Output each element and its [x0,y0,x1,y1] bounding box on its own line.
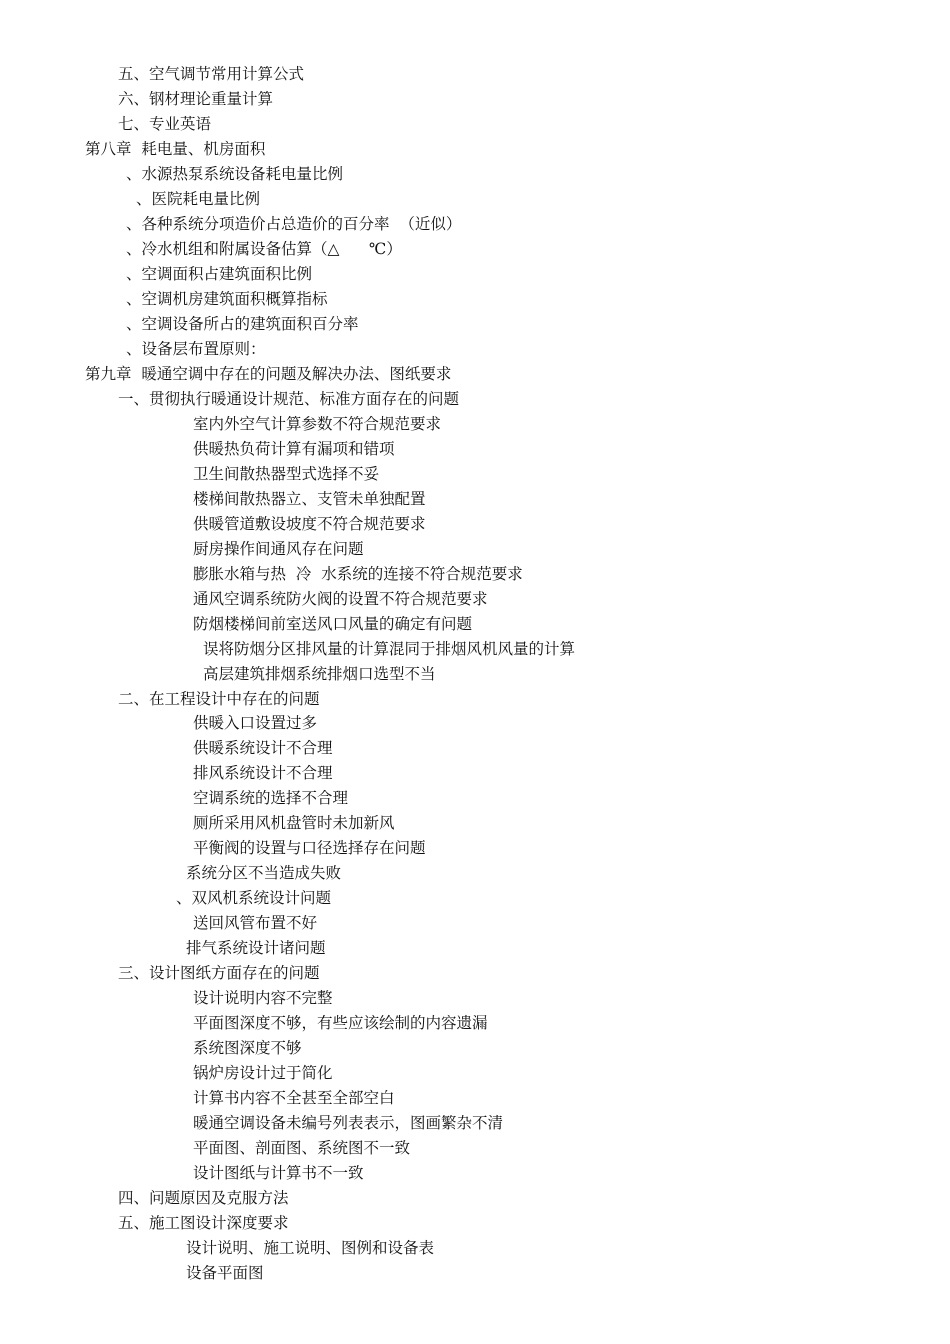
toc-item: 系统图深度不够 [193,1039,302,1057]
section-heading: 四、问题原因及克服方法 [118,1189,289,1207]
toc-item: 设计说明、施工说明、图例和设备表 [186,1239,435,1257]
toc-item: 设计说明内容不完整 [193,989,333,1007]
toc-item: 平面图、剖面图、系统图不一致 [193,1139,411,1157]
section-heading: 五、空气调节常用计算公式 [118,65,305,83]
toc-item: 、空调机房建筑面积概算指标 [126,290,328,308]
toc-item: 卫生间散热器型式选择不妥 [193,465,380,483]
toc-item: 高层建筑排烟系统排烟口选型不当 [203,665,436,683]
toc-item: 系统分区不当造成失败 [186,864,342,882]
toc-item: 、医院耗电量比例 [136,190,261,208]
toc-item: 、空调设备所占的建筑面积百分率 [126,315,359,333]
section-heading: 五、施工图设计深度要求 [118,1214,289,1232]
toc-item: 供暖热负荷计算有漏项和错项 [193,440,395,458]
toc-item: 膨胀水箱与热 冷 水系统的连接不符合规范要求 [193,565,523,583]
toc-item: 计算书内容不全甚至全部空白 [193,1089,395,1107]
section-heading: 七、专业英语 [118,115,212,133]
toc-item: 排风系统设计不合理 [193,764,333,782]
chapter-heading: 第九章 暖通空调中存在的问题及解决办法、图纸要求 [85,365,452,383]
toc-item: 供暖入口设置过多 [193,714,318,732]
toc-item: 楼梯间散热器立、支管未单独配置 [193,490,426,508]
toc-item: 、空调面积占建筑面积比例 [126,265,313,283]
toc-item: 防烟楼梯间前室送风口风量的确定有问题 [193,615,473,633]
toc-item: 送回风管布置不好 [193,914,318,932]
toc-item: 平面图深度不够，有些应该绘制的内容遗漏 [193,1014,488,1032]
section-heading: 二、在工程设计中存在的问题 [118,690,320,708]
section-heading: 六、钢材理论重量计算 [118,90,274,108]
toc-item: 、设备层布置原则： [126,340,266,358]
toc-item: 供暖系统设计不合理 [193,739,333,757]
toc-item: 设备平面图 [186,1264,264,1282]
section-heading: 一、贯彻执行暖通设计规范、标准方面存在的问题 [118,390,460,408]
toc-item: 排气系统设计诸问题 [186,939,326,957]
chapter-heading: 第八章 耗电量、机房面积 [85,140,266,158]
section-heading: 三、设计图纸方面存在的问题 [118,964,320,982]
toc-item: 厨房操作间通风存在问题 [193,540,364,558]
toc-item: 、水源热泵系统设备耗电量比例 [126,165,344,183]
toc-item: 锅炉房设计过于简化 [193,1064,333,1082]
toc-item: 、各种系统分项造价占总造价的百分率 （近似） [126,215,462,233]
toc-item: 通风空调系统防火阀的设置不符合规范要求 [193,590,488,608]
toc-item: 设计图纸与计算书不一致 [193,1164,364,1182]
toc-item: 、双风机系统设计问题 [176,889,332,907]
toc-item: 、冷水机组和附属设备估算（△ ℃） [126,240,402,258]
toc-item: 暖通空调设备未编号列表表示，图画繁杂不清 [193,1114,504,1132]
toc-item: 供暖管道敷设坡度不符合规范要求 [193,515,426,533]
toc-item: 空调系统的选择不合理 [193,789,349,807]
toc-item: 室内外空气计算参数不符合规范要求 [193,415,442,433]
toc-item: 厕所采用风机盘管时未加新风 [193,814,395,832]
toc-item: 误将防烟分区排风量的计算混同于排烟风机风量的计算 [203,640,576,658]
toc-item: 平衡阀的设置与口径选择存在问题 [193,839,426,857]
